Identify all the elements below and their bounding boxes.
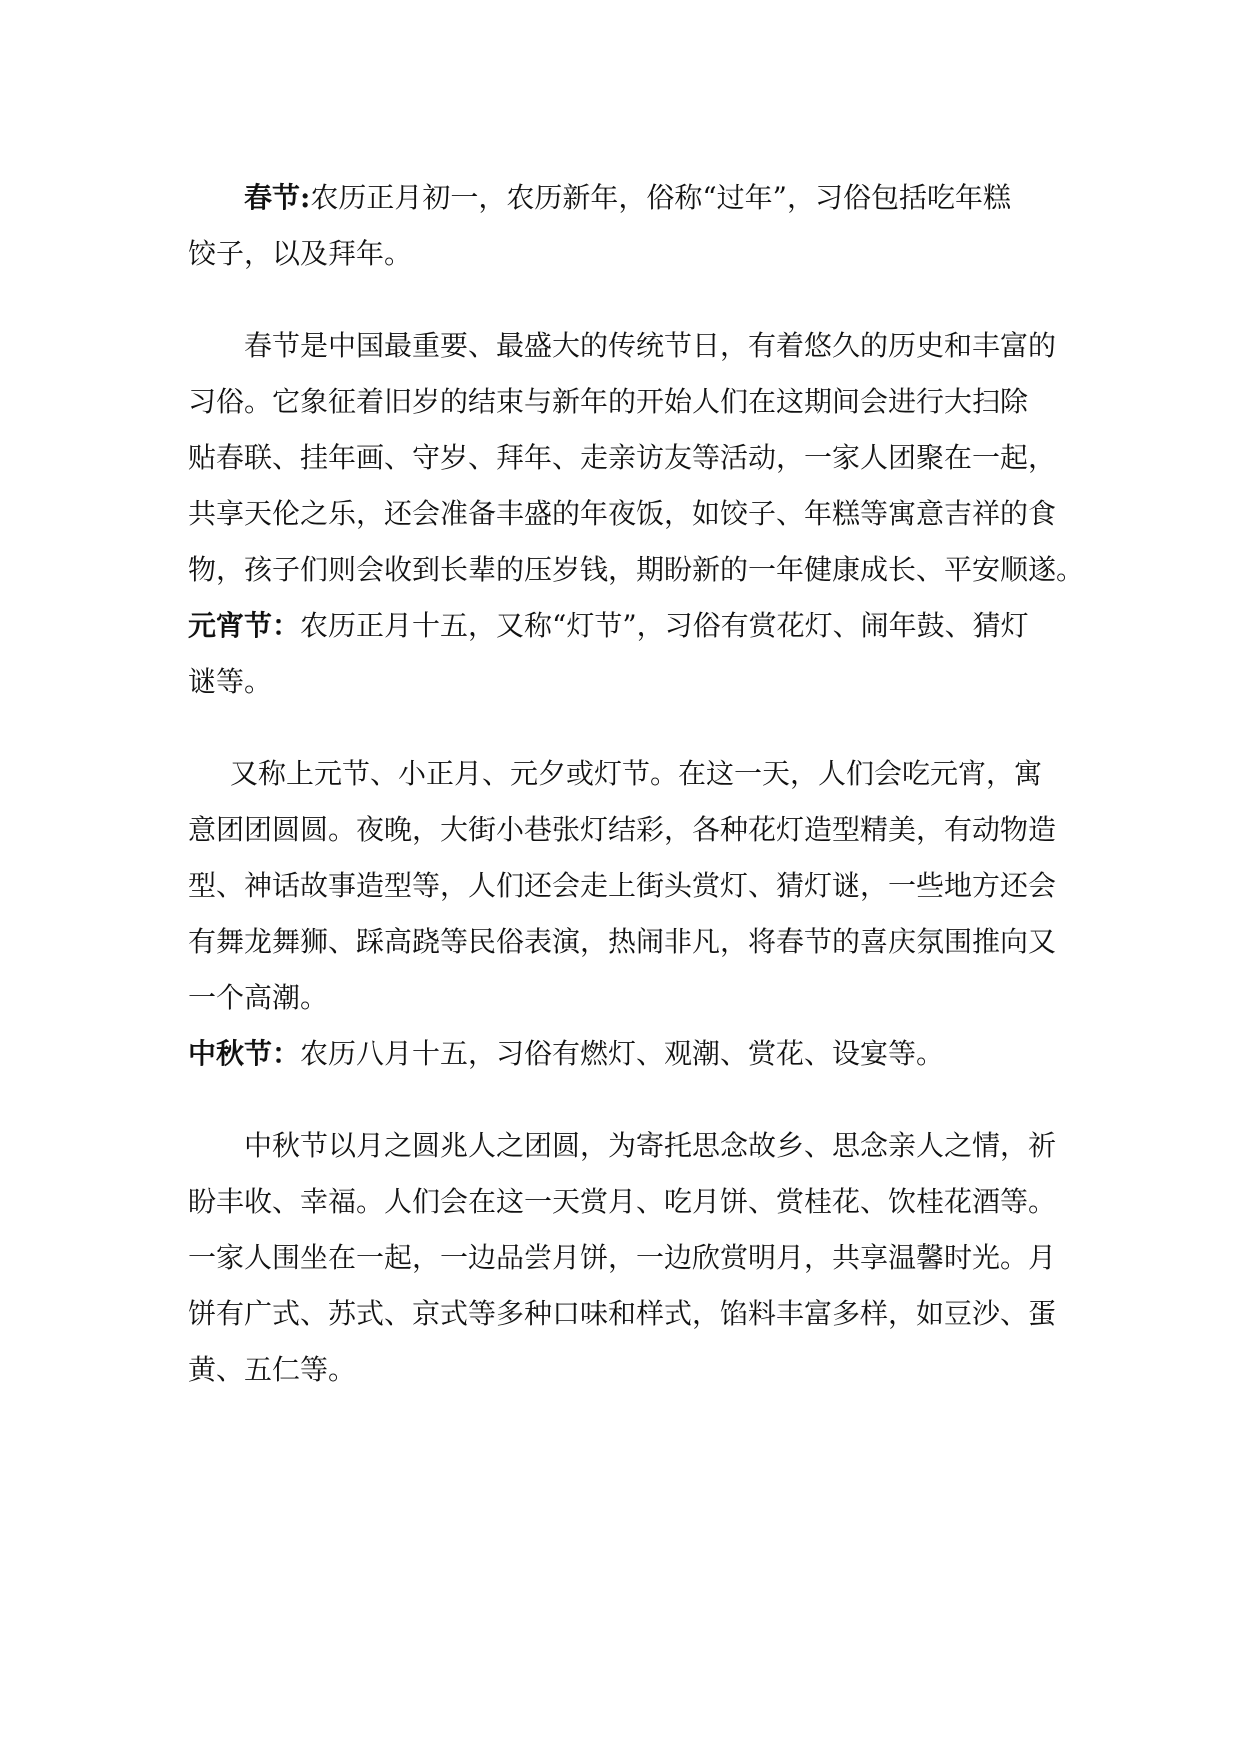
yuanxiao-lead-line-1	[188, 608, 1029, 644]
chunjie-body-line-1: 春节是中国最重要、最盛大的传统节日，有着悠久的历史和丰富的	[244, 329, 1057, 362]
chunjie-body-line-5: 物，孩子们则会收到长辈的压岁钱，期盼新的一年健康成长、平安顺遂。	[188, 553, 1085, 586]
zhongqiu-lead-line-1	[188, 1036, 944, 1072]
section-heading-sep: ：	[272, 1037, 301, 1070]
yuanxiao-body-line-3: 型、神话故事造型等，人们还会走上街头赏灯、猜灯谜，一些地方还会	[188, 869, 1057, 902]
section-heading-chunjie: 春节	[244, 181, 301, 214]
yuanxiao-body-line-2: 意团团圆圆。夜晚，大街小巷张灯结彩，各种花灯造型精美，有动物造	[188, 813, 1057, 846]
chunjie-lead-line-1	[244, 180, 1011, 216]
chunjie-body-line-2: 习俗。它象征着旧岁的结束与新年的开始人们在这期间会进行大扫除	[188, 385, 1029, 418]
zhongqiu-body-line-1: 中秋节以月之圆兆人之团圆，为寄托思念故乡、思念亲人之情，祈	[244, 1129, 1057, 1162]
yuanxiao-body-line-5: 一个高潮。	[188, 981, 329, 1014]
lead-text: 农历正月初一，农历新年，俗称“过年”，习俗包括吃年糕	[310, 181, 1011, 214]
lead-text: 农历八月十五，习俗有燃灯、观潮、赏花、设宴等。	[300, 1037, 945, 1070]
chunjie-body-line-4: 共享天伦之乐，还会准备丰盛的年夜饭，如饺子、年糕等寓意吉祥的食	[188, 497, 1057, 530]
section-heading-zhongqiu: 中秋节	[188, 1037, 273, 1070]
section-heading-yuanxiao: 元宵节	[188, 609, 273, 642]
section-heading-sep: ：	[272, 609, 301, 642]
zhongqiu-body-line-4: 饼有广式、苏式、京式等多种口味和样式，馅料丰富多样，如豆沙、蛋	[188, 1297, 1057, 1330]
chunjie-body-line-3: 贴春联、挂年画、守岁、拜年、走亲访友等活动，一家人团聚在一起，	[188, 441, 1057, 474]
zhongqiu-body-line-3: 一家人围坐在一起，一边品尝月饼，一边欣赏明月，共享温馨时光。月	[188, 1241, 1057, 1274]
zhongqiu-body-line-2: 盼丰收、幸福。人们会在这一天赏月、吃月饼、赏桂花、饮桂花酒等。	[188, 1185, 1057, 1218]
yuanxiao-body-line-1: 又称上元节、小正月、元夕或灯节。在这一天，人们会吃元宵，寓	[230, 757, 1043, 790]
yuanxiao-body-line-4: 有舞龙舞狮、踩高跷等民俗表演，热闹非凡，将春节的喜庆氛围推向又	[188, 925, 1057, 958]
chunjie-lead-line-2: 饺子，以及拜年。	[188, 237, 413, 270]
yuanxiao-lead-line-2: 谜等。	[188, 665, 273, 698]
zhongqiu-body-line-5: 黄、五仁等。	[188, 1353, 357, 1386]
section-heading-sep: :	[300, 181, 311, 214]
lead-text: 农历正月十五，又称“灯节”，习俗有赏花灯、闹年鼓、猜灯	[300, 609, 1029, 642]
